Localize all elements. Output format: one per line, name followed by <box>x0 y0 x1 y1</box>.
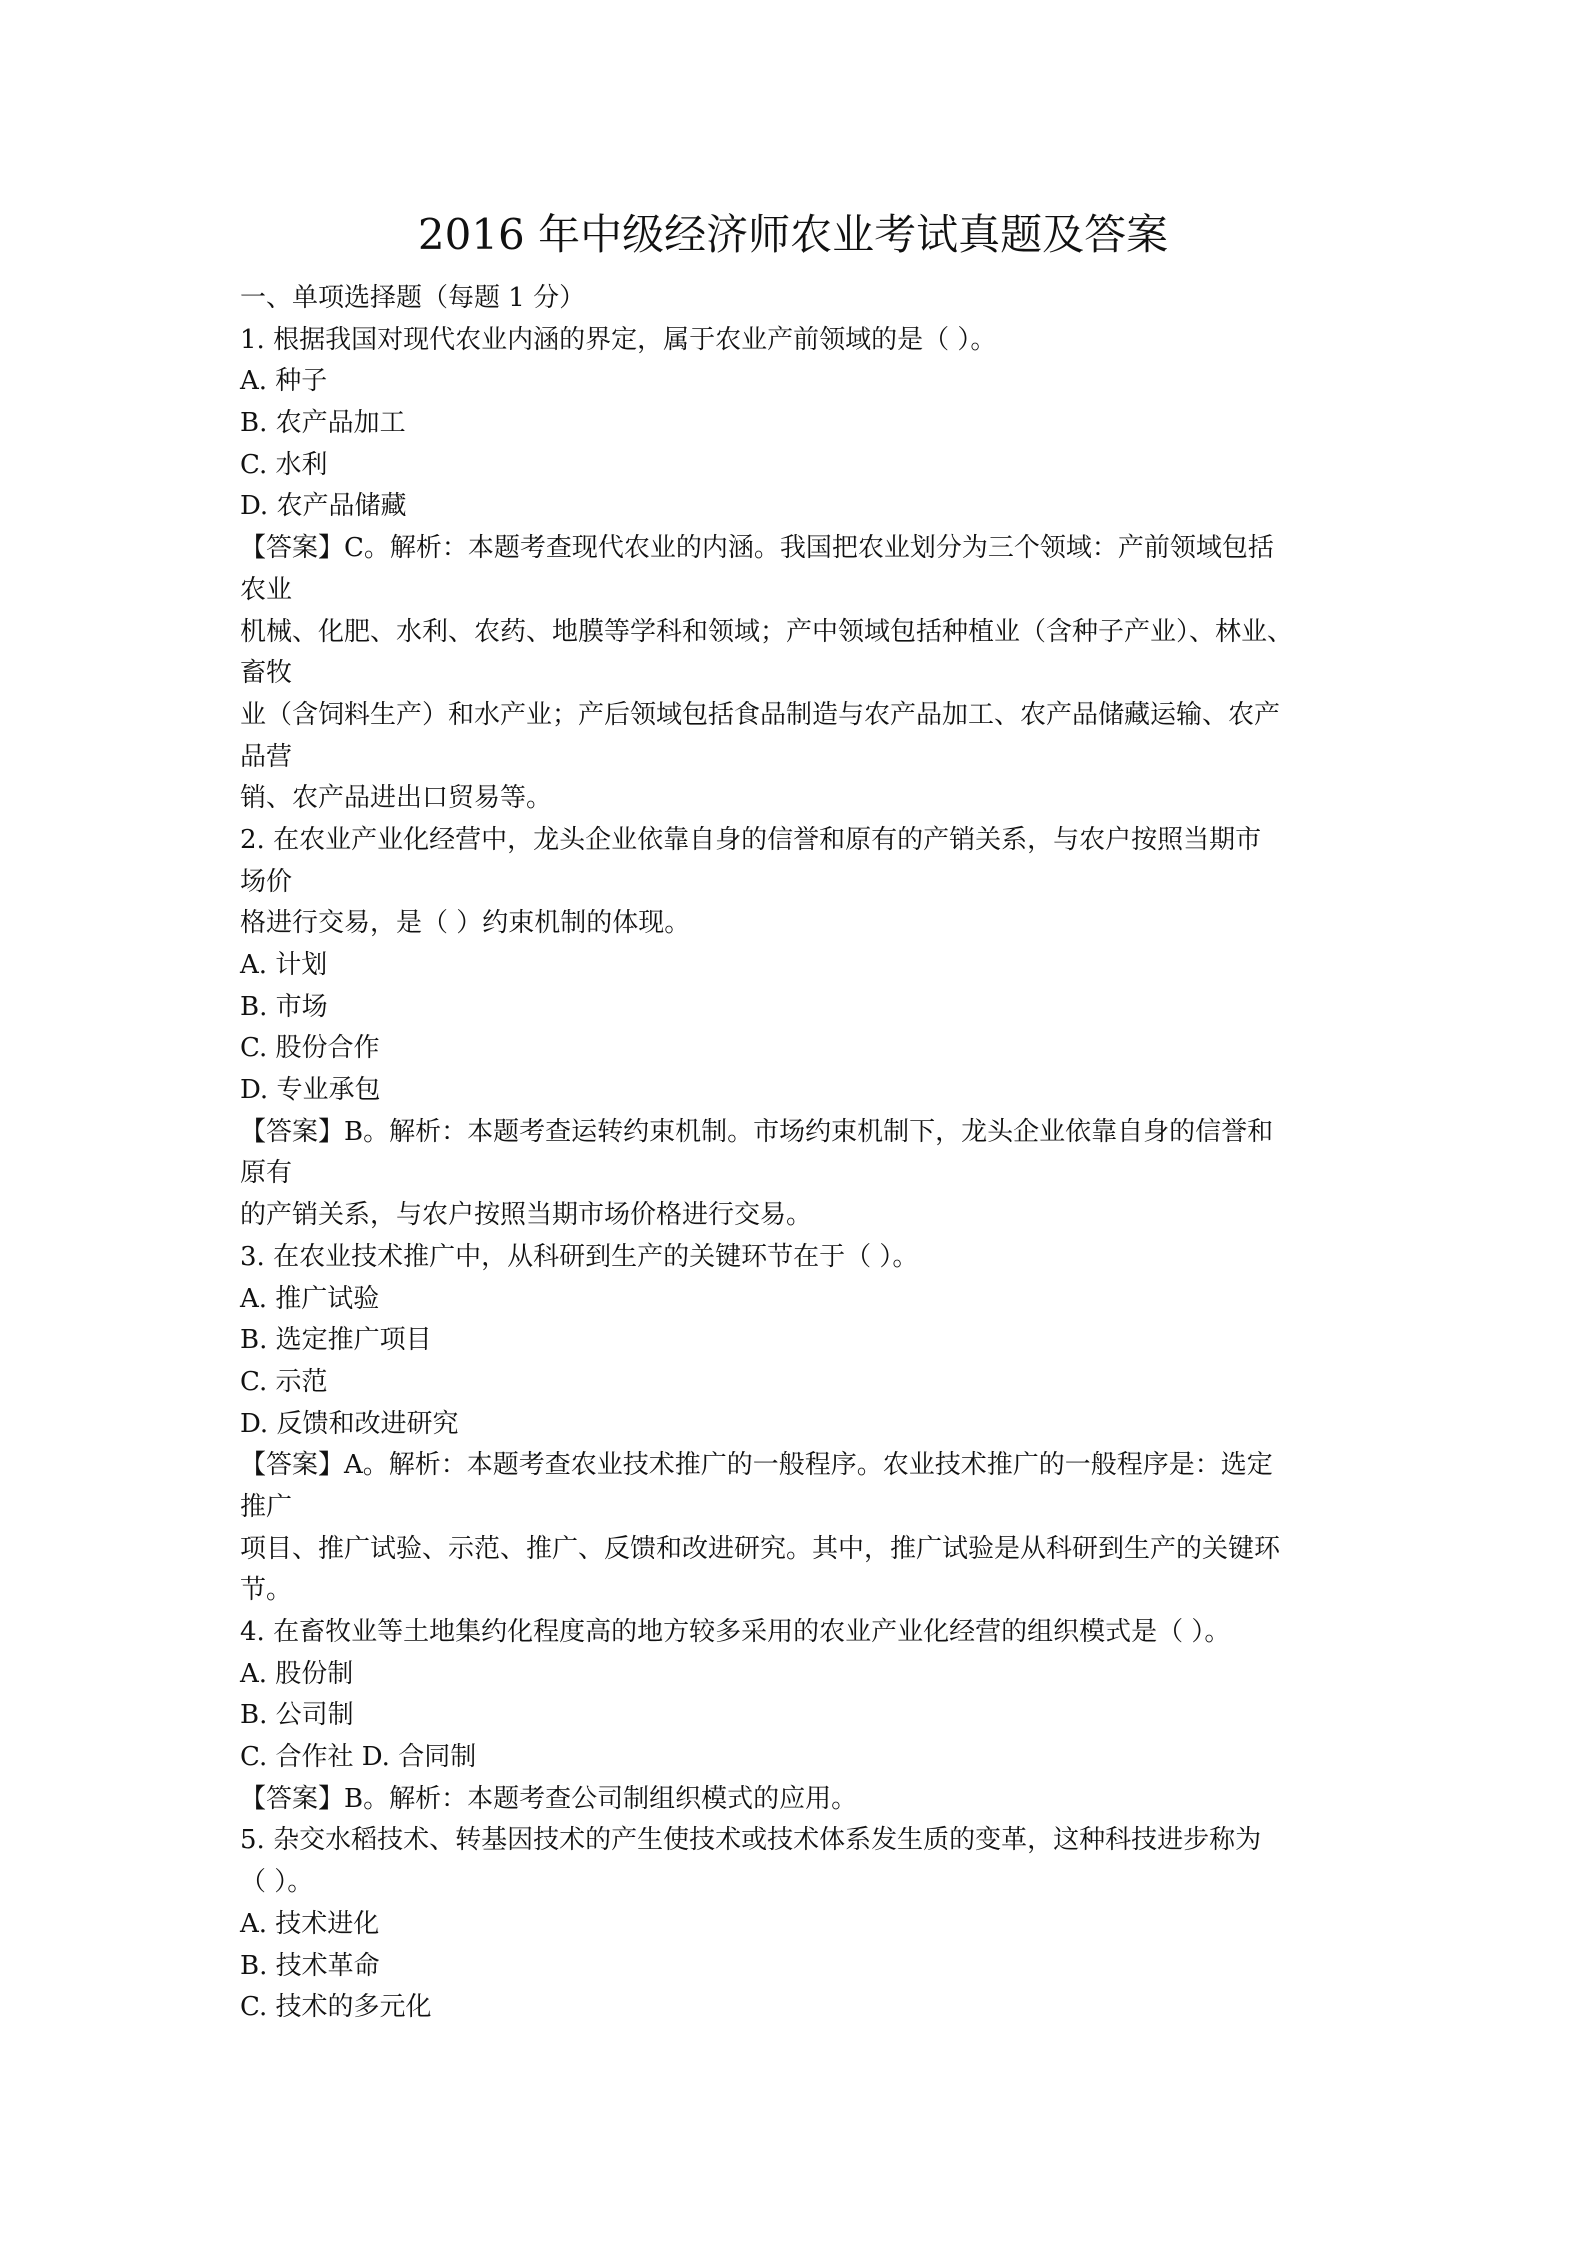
text-line: B. 市场 <box>240 991 328 1022</box>
text-line: C. 技术的多元化 <box>240 1992 432 2023</box>
text-line: （ ）。 <box>240 1867 314 1898</box>
text-line: 项目、推广试验、示范、推广、反馈和改进研究。其中，推广试验是从科研到生产的关键环 <box>240 1533 1281 1564</box>
text-line: D. 反馈和改进研究 <box>240 1408 459 1439</box>
text-line: 【答案】A。解析：本题考查农业技术推广的一般程序。农业技术推广的一般程序是：选定 <box>240 1450 1273 1481</box>
text-line: 5. 杂交水稻技术、转基因技术的产生使技术或技术体系发生质的变革，这种科技进步称为 <box>240 1825 1262 1856</box>
text-line: 【答案】B。解析：本题考查运转约束机制。市场约束机制下，龙头企业依靠自身的信誉和 <box>240 1116 1274 1147</box>
text-line: D. 专业承包 <box>240 1075 381 1106</box>
text-line: 推广 <box>240 1491 293 1522</box>
text-line: C. 水利 <box>240 449 328 480</box>
text-line: B. 公司制 <box>240 1700 354 1731</box>
text-line: 2. 在农业产业化经营中，龙头企业依靠自身的信誉和原有的产销关系，与农户按照当期市 <box>240 824 1262 855</box>
text-line: A. 计划 <box>240 950 328 980</box>
text-line: A. 股份制 <box>240 1658 354 1689</box>
text-line: 格进行交易，是（ ）约束机制的体现。 <box>240 908 691 939</box>
text-line: 4. 在畜牧业等土地集约化程度高的地方较多采用的农业产业化经营的组织模式是（ ）。 <box>240 1617 1231 1647</box>
text-line: B. 技术革命 <box>240 1950 380 1981</box>
text-line: 【答案】C。解析：本题考查现代农业的内涵。我国把农业划分为三个领域：产前领域包括 <box>240 533 1274 564</box>
text-line: B. 农产品加工 <box>240 408 406 439</box>
text-line: C. 合作社 D. 合同制 <box>240 1742 477 1773</box>
document-title: 2016 年中级经济师农业考试真题及答案 <box>417 210 1169 259</box>
text-line: C. 示范 <box>240 1366 328 1397</box>
text-line: D. 农产品储藏 <box>240 491 407 522</box>
text-line: 3. 在农业技术推广中，从科研到生产的关键环节在于（ ）。 <box>240 1241 919 1272</box>
text-line: 业（含饲料生产）和水产业；产后领域包括食品制造与农产品加工、农产品储藏运输、农产 <box>240 699 1281 730</box>
text-line: 农业 <box>240 574 293 605</box>
text-line: 原有 <box>240 1158 293 1189</box>
text-line: 1. 根据我国对现代农业内涵的界定，属于农业产前领域的是（ ）。 <box>240 324 997 355</box>
document-body <box>240 278 1360 2029</box>
text-line: A. 技术进化 <box>240 1908 380 1939</box>
text-line: 场价 <box>240 866 293 897</box>
text-line: 一、单项选择题（每题 1 分） <box>240 283 586 313</box>
text-line: C. 股份合作 <box>240 1033 380 1064</box>
text-line: A. 推广试验 <box>240 1283 380 1314</box>
text-line: 畜牧 <box>240 658 293 689</box>
text-line: 销、农产品进出口贸易等。 <box>240 783 553 814</box>
text-line: 节。 <box>240 1575 293 1606</box>
text-line: A. 种子 <box>240 366 328 397</box>
text-line: B. 选定推广项目 <box>240 1325 432 1356</box>
text-line: 品营 <box>240 741 293 772</box>
text-line: 机械、化肥、水利、农药、地膜等学科和领域；产中领域包括种植业（含种子产业）、林业、 <box>240 616 1294 647</box>
text-line: 的产销关系，与农户按照当期市场价格进行交易。 <box>240 1200 813 1231</box>
text-line: 【答案】B。解析：本题考查公司制组织模式的应用。 <box>240 1783 858 1814</box>
